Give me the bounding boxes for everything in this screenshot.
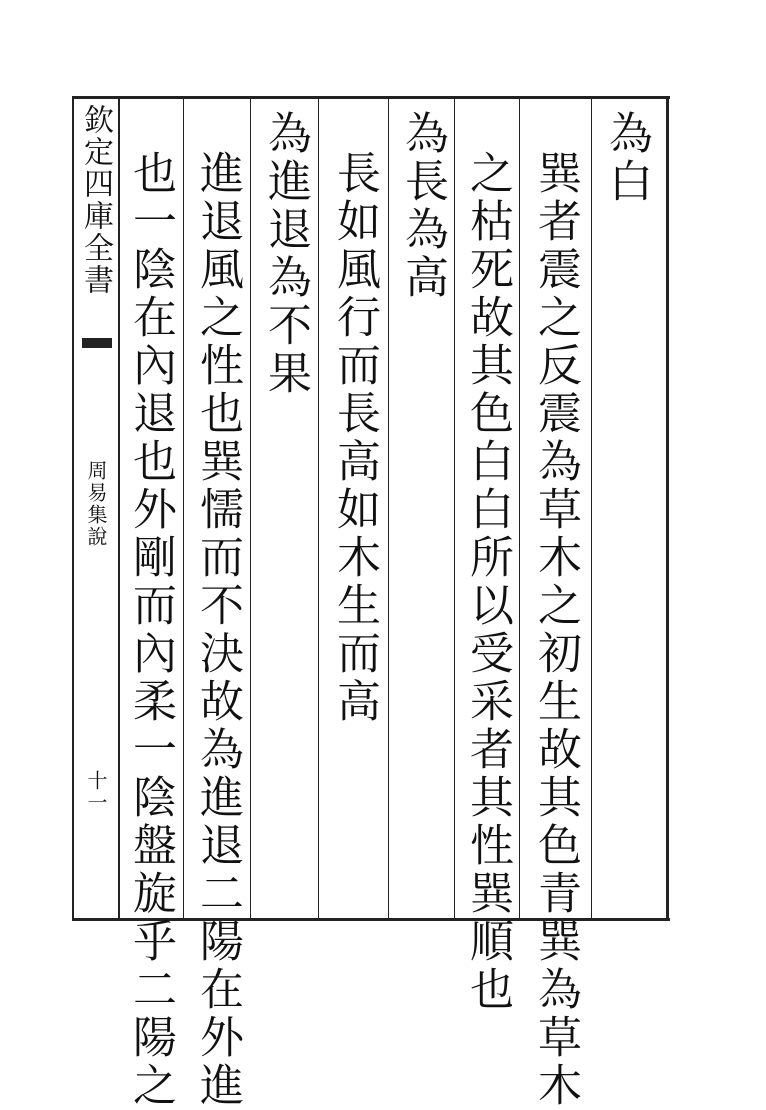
frame-top-line: [72, 96, 670, 99]
text-column-8: 也一陰在內退也外剛而內柔一陰盤旋乎二陽之: [125, 150, 176, 1110]
text-column-4: 為長為高: [397, 110, 448, 302]
text-column-7: 進退風之性也巽懦而不決故為進退二陽在外進: [192, 150, 243, 1110]
column-divider-7: [183, 99, 184, 918]
text-column-1: 為白: [601, 110, 652, 206]
frame-left-line: [118, 96, 120, 921]
book-title: 欽定四庫全書: [78, 104, 113, 296]
margin-left-line: [72, 96, 74, 921]
text-column-3: 之枯死故其色白白所以受采者其性巽順也: [462, 150, 513, 1014]
column-divider-4: [388, 99, 389, 918]
text-column-2: 巽者震之反震為草木之初生故其色青巽為草木: [530, 150, 581, 1110]
volume-title: 周易集說: [84, 460, 108, 548]
column-divider-1: [591, 99, 592, 918]
column-divider-3: [454, 99, 455, 918]
fishtail-mark: [82, 338, 112, 348]
column-divider-6: [250, 99, 251, 918]
frame-right-line: [666, 96, 669, 921]
column-divider-2: [519, 99, 520, 918]
text-column-5: 長如風行而長高如木生而高: [329, 150, 380, 726]
column-divider-5: [318, 99, 319, 918]
text-column-6: 為進退為不果: [260, 110, 311, 398]
page-number: 十一: [84, 770, 108, 814]
